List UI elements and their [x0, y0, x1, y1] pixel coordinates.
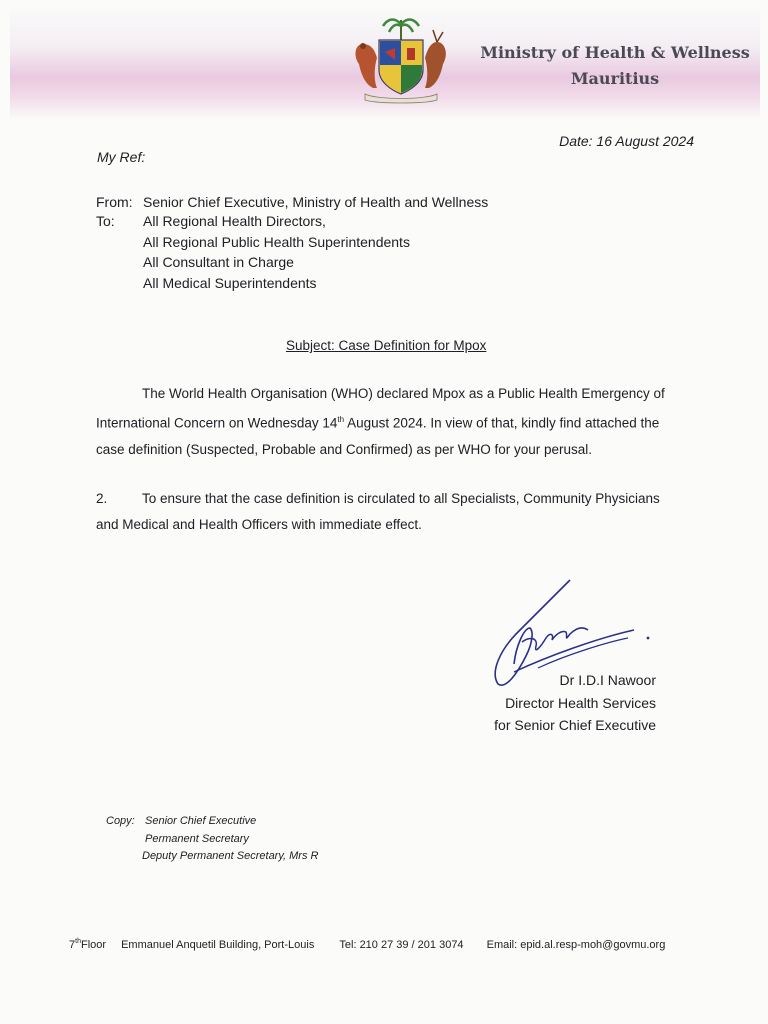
floor-word: Floor	[80, 938, 107, 951]
floor-ordinal: th	[75, 938, 81, 945]
paragraph-text: August 2024. In view of that, kindly find attached the	[344, 415, 660, 431]
subject-line: Subject: Case Definition for Mpox	[286, 338, 487, 353]
paragraph-text: International Concern on Wednesday 14	[96, 415, 338, 431]
copy-label: Copy:	[106, 815, 135, 827]
footer-floor	[69, 938, 106, 951]
to-label: To:	[96, 213, 115, 229]
to-recipient: All Consultant in Charge	[143, 254, 294, 270]
to-recipient: All Regional Health Directors,	[143, 213, 326, 229]
paragraph-line: The World Health Organisation (WHO) declared Mpox as a Public Health Emergency of	[142, 386, 665, 401]
body-paragraph-2	[96, 486, 696, 538]
footer-telephone: Tel: 210 27 39 / 201 3074	[339, 938, 464, 951]
signatory-name: Dr I.D.I Nawoor	[559, 672, 656, 688]
from-label: From:	[96, 194, 133, 210]
copy-recipient: Permanent Secretary	[145, 833, 249, 845]
copy-recipient: Senior Chief Executive	[145, 815, 257, 827]
paragraph-text: To ensure that the case definition is circulated to all Specialists, Community Physicians	[142, 491, 660, 506]
paragraph-line	[96, 407, 696, 437]
to-recipient: All Medical Superintendents	[143, 275, 317, 291]
signatory-title: Director Health Services	[505, 694, 656, 711]
signatory-for: for Senior Chief Executive	[494, 717, 656, 733]
body-paragraph-1	[96, 381, 696, 463]
ministry-line-2: Mauritius	[570, 69, 660, 88]
to-recipient: All Regional Public Health Superintendents	[143, 234, 410, 250]
letter-date: Date: 16 August 2024	[559, 133, 694, 149]
paragraph-line: and Medical and Health Officers with immediate effect.	[96, 517, 422, 532]
ordinal-suffix: th	[337, 415, 345, 424]
footer-building: Emmanuel Anquetil Building, Port-Louis	[121, 938, 315, 951]
copy-recipient: Deputy Permanent Secretary, Mrs R	[142, 850, 319, 862]
from-value: Senior Chief Executive, Ministry of Health and Wellness	[143, 194, 489, 210]
signature-block	[440, 669, 656, 737]
letter-footer	[69, 938, 699, 951]
paragraph-line: case definition (Suspected, Probable and Confirmed) as per WHO for your perusal.	[96, 441, 592, 457]
footer-email: Email: epid.al.resp-moh@govmu.org	[486, 938, 666, 951]
mauritius-coat-of-arms-icon	[337, 14, 465, 104]
my-ref-label: My Ref:	[97, 149, 146, 165]
ministry-line-1: Ministry of Health & Wellness	[480, 43, 750, 62]
paragraph-number: 2.	[96, 491, 108, 506]
floor-number: 7	[69, 938, 76, 951]
paragraph-line	[96, 486, 696, 512]
ministry-name	[470, 40, 760, 92]
